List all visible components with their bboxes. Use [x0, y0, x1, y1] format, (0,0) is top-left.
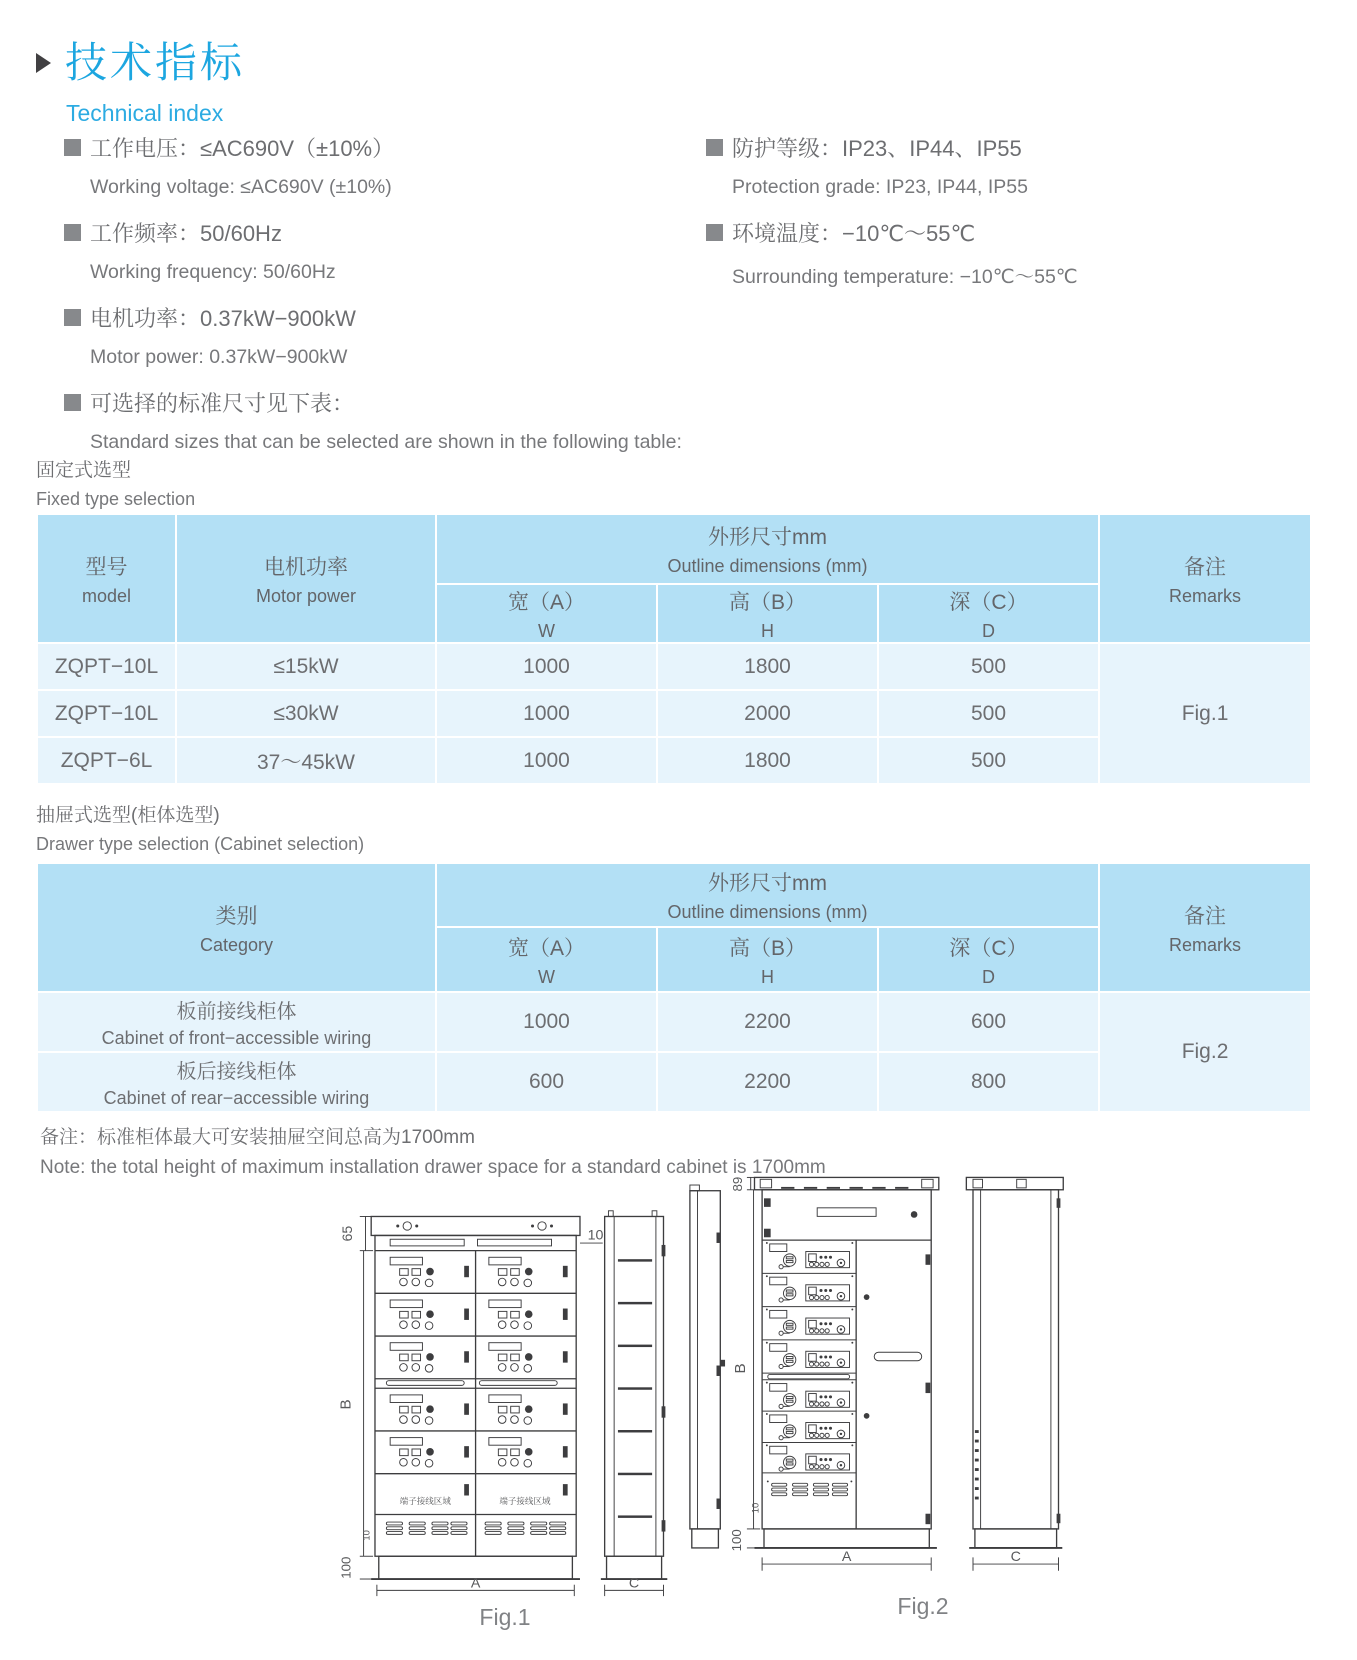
- fig2-drawing: [688, 1145, 1068, 1587]
- spec-cn: 工作电压：≤AC690V（±10%）: [90, 136, 395, 161]
- arrow-right-icon: [36, 53, 51, 73]
- cell-power: 37～45kW: [176, 737, 436, 784]
- page-header: [36, 30, 245, 127]
- page-title: 技术指标: [65, 39, 246, 86]
- cell-width: 1000: [436, 992, 657, 1052]
- cell-remark: Fig.1: [1099, 643, 1311, 784]
- section-drawer-type: [36, 800, 364, 855]
- drawer-type-table: [36, 862, 1312, 1113]
- figure-caption: Fig.1: [479, 1604, 531, 1630]
- dim-label-louver: 10: [361, 1530, 373, 1541]
- cell-depth: 600: [878, 992, 1099, 1052]
- dim-label-width: A: [470, 1575, 481, 1592]
- col-remarks: 备注 Remarks: [1099, 863, 1311, 992]
- cell-model: ZQPT−10L: [37, 643, 176, 690]
- page-subtitle: Technical index: [66, 100, 224, 126]
- spec-cn: 电机功率：0.37kW−900kW: [90, 306, 356, 331]
- bullet-square-icon: [706, 224, 723, 241]
- spec-item-temperature: [706, 217, 1346, 289]
- cell-height: 1800: [657, 643, 878, 690]
- bullet-square-icon: [64, 224, 81, 241]
- spec-column-left: [64, 132, 704, 472]
- spec-en: Working frequency: 50/60Hz: [90, 261, 336, 283]
- dim-label-height: B: [732, 1363, 749, 1374]
- table-row: [37, 643, 1311, 690]
- col-height: 高（B） H: [657, 927, 878, 992]
- cell-power: ≤15kW: [176, 643, 436, 690]
- cell-power: ≤30kW: [176, 690, 436, 737]
- spec-item-standard-sizes: [64, 387, 704, 454]
- dim-label-base: 100: [338, 1556, 354, 1579]
- col-remarks: 备注 Remarks: [1099, 514, 1311, 643]
- col-height: 高（B） H: [657, 584, 878, 643]
- spec-cn: 可选择的标准尺寸见下表：: [90, 391, 355, 416]
- col-motor-power: 电机功率 Motor power: [176, 514, 436, 643]
- spec-column-right: [706, 132, 1346, 307]
- cell-model: ZQPT−10L: [37, 690, 176, 737]
- cell-depth: 500: [878, 690, 1099, 737]
- section-title-cn: 固定式选型: [36, 460, 132, 481]
- dim-label-cap: 89: [730, 1176, 746, 1192]
- col-width: 宽（A） W: [436, 584, 657, 643]
- spec-item-motor-power: [64, 302, 704, 369]
- figure-caption: Fig.2: [897, 1593, 949, 1619]
- cell-remark: Fig.2: [1099, 992, 1311, 1112]
- dim-label-base: 100: [729, 1529, 745, 1552]
- col-depth: 深（C） D: [878, 584, 1099, 643]
- cell-height: 1800: [657, 737, 878, 784]
- col-width: 宽（A） W: [436, 927, 657, 992]
- spec-en: Surrounding temperature: −10℃～55℃: [732, 266, 1078, 288]
- cell-depth: 800: [878, 1052, 1099, 1112]
- spec-cn: 防护等级：IP23、IP44、IP55: [732, 136, 1022, 161]
- col-outline-dimensions: 外形尺寸mm Outline dimensions (mm): [436, 863, 1099, 927]
- bullet-square-icon: [64, 139, 81, 156]
- terminal-area-label: 端子接线区域: [499, 1496, 551, 1507]
- spec-en: Protection grade: IP23, IP44, IP55: [732, 176, 1028, 198]
- cell-category: 板后接线柜体 Cabinet of rear−accessible wiring: [37, 1052, 436, 1112]
- dim-label-louver: 10: [750, 1502, 762, 1514]
- cell-depth: 500: [878, 643, 1099, 690]
- spec-item-frequency: [64, 217, 704, 284]
- footnote-cn: 备注：标准柜体最大可安装抽屉空间总高为1700mm: [40, 1127, 475, 1148]
- terminal-area-label: 端子接线区域: [399, 1496, 451, 1507]
- cell-width: 1000: [436, 690, 657, 737]
- dim-label-depth: C: [628, 1575, 640, 1592]
- dim-label-cap: 65: [340, 1225, 357, 1242]
- col-outline-dimensions: 外形尺寸mm Outline dimensions (mm): [436, 514, 1099, 584]
- cell-height: 2200: [657, 992, 878, 1052]
- dim-label-depth: C: [1010, 1549, 1021, 1566]
- figure-2: [688, 1145, 1068, 1620]
- cell-width: 1000: [436, 737, 657, 784]
- bullet-square-icon: [64, 394, 81, 411]
- spec-cn: 工作频率：50/60Hz: [90, 221, 282, 246]
- col-category: 类别 Category: [37, 863, 436, 992]
- spec-item-protection-grade: [706, 132, 1346, 199]
- cell-height: 2200: [657, 1052, 878, 1112]
- dim-label-height: B: [337, 1399, 355, 1410]
- col-depth: 深（C） D: [878, 927, 1099, 992]
- cell-width: 600: [436, 1052, 657, 1112]
- figure-1: [335, 1188, 675, 1631]
- fixed-type-table: [36, 513, 1312, 785]
- section-fixed-type: [36, 455, 195, 510]
- table-row: [37, 992, 1311, 1052]
- footnote-en: Note: the total height of maximum installation drawer space for a standard cabinet is 1700mm: [40, 1157, 826, 1178]
- dim-label-gap: 10: [587, 1227, 604, 1244]
- spec-cn: 环境温度：−10℃～55℃: [732, 221, 976, 246]
- section-title-en: Fixed type selection: [36, 489, 196, 509]
- cell-height: 2000: [657, 690, 878, 737]
- col-model: 型号 model: [37, 514, 176, 643]
- cell-category: 板前接线柜体 Cabinet of front−accessible wiring: [37, 992, 436, 1052]
- cell-model: ZQPT−6L: [37, 737, 176, 784]
- cell-width: 1000: [436, 643, 657, 690]
- spec-en: Standard sizes that can be selected are shown in the following table:: [90, 431, 682, 453]
- fig1-drawing: [335, 1188, 675, 1598]
- cell-depth: 500: [878, 737, 1099, 784]
- spec-en: Motor power: 0.37kW−900kW: [90, 346, 348, 368]
- bullet-square-icon: [706, 139, 723, 156]
- spec-item-voltage: [64, 132, 704, 199]
- section-title-en: Drawer type selection (Cabinet selection): [36, 834, 365, 854]
- dim-label-width: A: [841, 1549, 852, 1566]
- bullet-square-icon: [64, 309, 81, 326]
- section-title-cn: 抽屉式选型(柜体选型): [36, 805, 220, 826]
- spec-en: Working voltage: ≤AC690V (±10%): [90, 176, 392, 198]
